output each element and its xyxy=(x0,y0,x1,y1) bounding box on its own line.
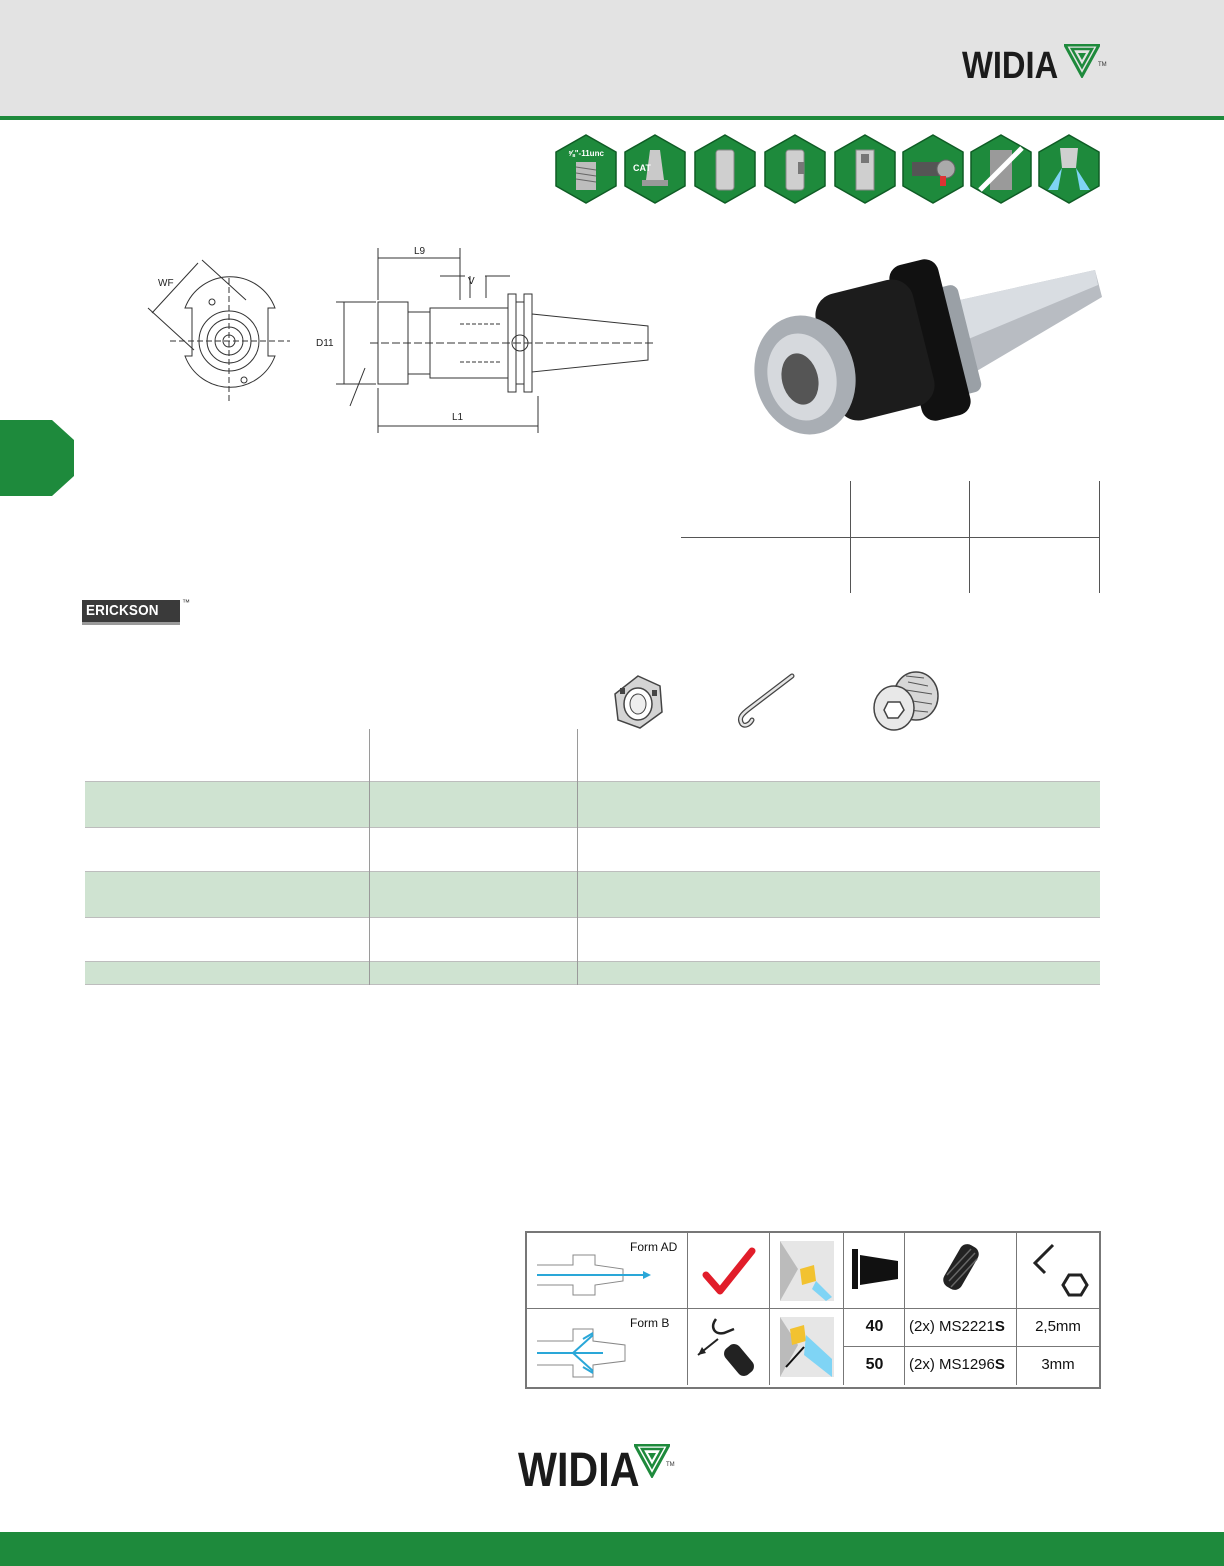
coolant-ad-cell xyxy=(770,1233,844,1309)
key-50-value: 3mm xyxy=(1041,1356,1075,1373)
product-photo xyxy=(730,245,1110,445)
collet-nut-icon xyxy=(610,672,666,732)
screw-insert-cell xyxy=(688,1309,770,1385)
table-row-line xyxy=(85,827,1100,828)
form-b-cell xyxy=(527,1309,688,1385)
form-b-label: Form B xyxy=(630,1316,670,1330)
table-row xyxy=(85,781,1100,827)
table-row-line xyxy=(85,961,1100,962)
table-row xyxy=(85,871,1100,917)
form-b-diagram-icon xyxy=(533,1323,657,1383)
set-screw-icon xyxy=(939,1241,985,1297)
side-view-drawing xyxy=(336,248,655,433)
section-tab-icon xyxy=(0,420,74,496)
whistle-notch-shank-icon xyxy=(834,134,896,204)
table-col-line xyxy=(577,729,578,985)
v-label: V xyxy=(468,276,475,287)
key-40-value: 2,5mm xyxy=(1035,1318,1081,1335)
erickson-logo-text: ERICKSON xyxy=(86,602,159,619)
header-rule xyxy=(0,116,1224,120)
footer-logo xyxy=(518,1440,678,1496)
widia-triangle-icon xyxy=(634,1444,670,1478)
size-40-value: 40 xyxy=(865,1318,884,1335)
screw-50-text: (2x) MS1296 xyxy=(909,1356,995,1373)
footer-logo-tm: TM xyxy=(666,1462,675,1468)
d11-label: D11 xyxy=(316,338,334,349)
size-50-value: 50 xyxy=(865,1356,884,1373)
screw-40-cell xyxy=(905,1309,1017,1347)
taper-cell xyxy=(844,1233,905,1309)
cylindrical-shank-icon xyxy=(694,134,756,204)
header-logo-text: WIDIA xyxy=(962,45,1059,87)
weldon-shank-icon xyxy=(764,134,826,204)
screw-40-value xyxy=(909,1318,1005,1335)
table-row-line xyxy=(85,781,1100,782)
screw-40-suffix: S xyxy=(994,1318,1005,1335)
cat-icon-label: CAT xyxy=(633,163,651,173)
screw-50-value xyxy=(909,1356,1005,1373)
screw-40-text: (2x) MS2221 xyxy=(909,1318,995,1335)
form-ad-cell xyxy=(527,1233,688,1309)
header-logo xyxy=(962,44,1112,90)
screw-50-suffix: S xyxy=(994,1356,1005,1373)
coolant-b-insert-icon xyxy=(778,1315,836,1379)
hex-key-cell xyxy=(1017,1233,1099,1309)
check-cell xyxy=(688,1233,770,1309)
size-50-cell xyxy=(844,1347,905,1385)
key-40-cell xyxy=(1017,1309,1099,1347)
table-row-line xyxy=(85,984,1100,985)
screw-cell xyxy=(905,1233,1017,1309)
coolant-options-table xyxy=(525,1231,1101,1389)
form-ad-label: Form AD xyxy=(630,1240,678,1254)
footer-logo-text: WIDIA xyxy=(518,1444,640,1497)
dim-table-row-line xyxy=(681,537,1099,538)
collet-chuck-icon xyxy=(902,134,964,204)
erickson-logo-underline xyxy=(82,622,180,625)
l1-label: L1 xyxy=(452,412,464,423)
table-col-line xyxy=(369,729,370,985)
screw-arrow-icon xyxy=(694,1315,764,1381)
size-40-cell xyxy=(844,1309,905,1347)
wrench-icon xyxy=(730,670,798,730)
l9-label: L9 xyxy=(414,246,426,257)
technical-drawing xyxy=(140,238,680,438)
hex-key-icon xyxy=(1027,1241,1093,1301)
no-coolant-icon xyxy=(970,134,1032,204)
table-row xyxy=(85,961,1100,984)
dim-table-col-line xyxy=(1099,481,1100,593)
coolant-b-cell xyxy=(770,1309,844,1385)
wf-label: WF xyxy=(158,278,174,289)
footer-bar xyxy=(0,1532,1224,1566)
cat-taper-icon xyxy=(624,134,686,204)
thread-5-8-11unc-icon xyxy=(555,134,617,204)
stop-screw-icon xyxy=(868,668,944,734)
table-row-line xyxy=(85,871,1100,872)
coolant-through-icon xyxy=(1038,134,1100,204)
form-ad-diagram-icon xyxy=(533,1247,653,1303)
erickson-logo-tm: ™ xyxy=(182,598,190,607)
checkmark-icon xyxy=(702,1247,756,1297)
key-50-cell xyxy=(1017,1347,1099,1385)
header-logo-tm: TM xyxy=(1098,62,1107,68)
erickson-logo xyxy=(82,600,192,626)
table-row-line xyxy=(85,917,1100,918)
coolant-insert-icon xyxy=(778,1239,836,1303)
thread-icon-label: ⅝"-11unc xyxy=(568,149,604,158)
widia-triangle-icon xyxy=(1064,44,1100,78)
screw-50-cell xyxy=(905,1347,1017,1385)
taper-icon xyxy=(850,1247,900,1291)
